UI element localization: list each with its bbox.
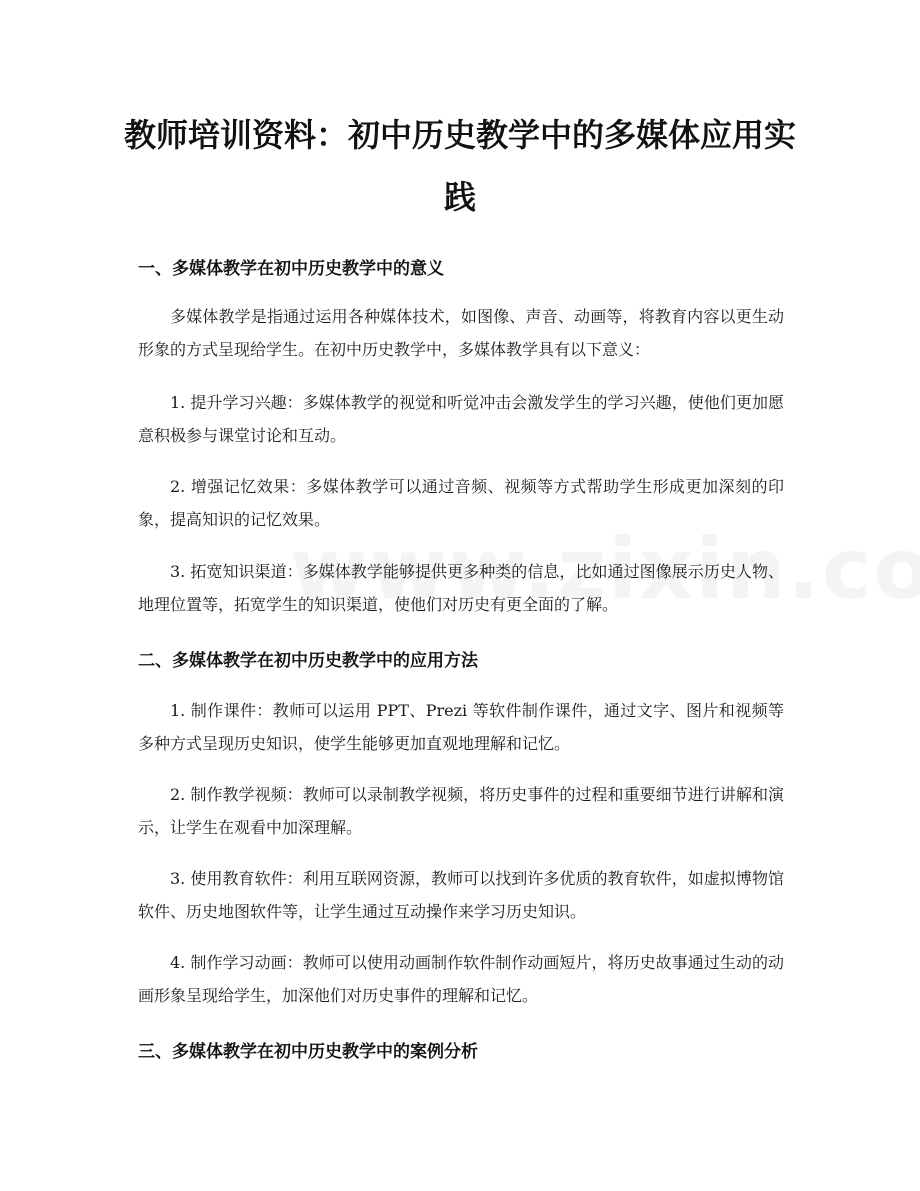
section-1-paragraph-1: 多媒体教学是指通过运用各种媒体技术，如图像、声音、动画等，将教育内容以更生动形象的方式呈现给学生。在初中历史教学中，多媒体教学具有以下意义： <box>138 307 784 359</box>
section-heading-1: 一、多媒体教学在初中历史教学中的意义 <box>138 259 444 279</box>
section-1-paragraph-2: 1. 提升学习兴趣：多媒体教学的视觉和听觉冲击会激发学生的学习兴趣，使他们更加愿意积极参与课堂讨论和互动。 <box>138 393 784 445</box>
section-1-paragraph-4: 3. 拓宽知识渠道：多媒体教学能够提供更多种类的信息，比如通过图像展示历史人物、地理位置等，拓宽学生的知识渠道，使他们对历史有更全面的了解。 <box>138 562 784 614</box>
section-2-paragraph-3: 3. 使用教育软件：利用互联网资源，教师可以找到许多优质的教育软件，如虚拟博物馆软件、历史地图软件等，让学生通过互动操作来学习历史知识。 <box>138 869 784 921</box>
section-2-paragraph-2: 2. 制作教学视频：教师可以录制教学视频，将历史事件的过程和重要细节进行讲解和演示，让学生在观看中加深理解。 <box>138 785 784 837</box>
section-2-paragraph-4: 4. 制作学习动画：教师可以使用动画制作软件制作动画短片，将历史故事通过生动的动画形象呈现给学生，加深他们对历史事件的理解和记忆。 <box>138 953 784 1005</box>
section-heading-3: 三、多媒体教学在初中历史教学中的案例分析 <box>138 1042 478 1062</box>
section-2-paragraph-1: 1. 制作课件：教师可以运用 PPT、Prezi 等软件制作课件，通过文字、图片和视频等多种方式呈现历史知识，使学生能够更加直观地理解和记忆。 <box>138 701 784 753</box>
section-1-paragraph-3: 2. 增强记忆效果：多媒体教学可以通过音频、视频等方式帮助学生形成更加深刻的印象，提高知识的记忆效果。 <box>138 477 784 529</box>
document-title: 教师培训资料：初中历史教学中的多媒体应用实践 <box>123 116 796 216</box>
section-heading-2: 二、多媒体教学在初中历史教学中的应用方法 <box>138 651 478 671</box>
